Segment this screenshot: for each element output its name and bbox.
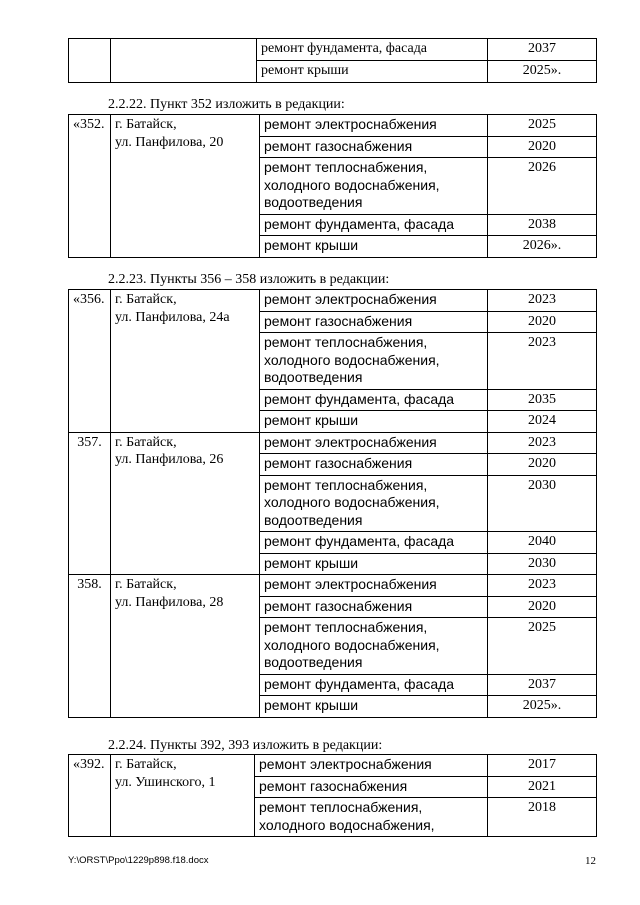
work-line: холодного водоснабжения, <box>264 494 440 510</box>
table-row <box>69 432 597 454</box>
work-line: водоотведения <box>264 369 363 385</box>
work-cell: ремонт крыши <box>260 696 488 718</box>
year-cell: 2025 <box>488 115 597 137</box>
item-number: «392. <box>69 755 111 837</box>
work-line: ремонт теплоснабжения, <box>259 799 423 815</box>
city: г. Батайск, <box>115 757 177 772</box>
work-cell: ремонт фундамента, фасада <box>260 389 488 411</box>
work-cell: ремонт газоснабжения <box>260 311 488 333</box>
year-cell: 2037 <box>488 674 597 696</box>
address-cell <box>111 290 260 433</box>
year-cell: 2030 <box>488 475 597 532</box>
street: ул. Панфилова, 20 <box>115 134 224 150</box>
year-cell: 2025». <box>488 61 597 83</box>
work-cell: ремонт фундамента, фасада <box>260 532 488 554</box>
item-number: 358. <box>69 575 111 718</box>
work-cell <box>260 158 488 215</box>
work-line: ремонт теплоснабжения, <box>264 476 428 493</box>
work-cell: ремонт электроснабжения <box>255 755 488 777</box>
city: г. Батайск, <box>115 117 177 132</box>
work-cell: ремонт крыши <box>257 61 488 83</box>
street: ул. Панфилова, 26 <box>115 452 224 467</box>
work-cell: ремонт крыши <box>260 236 488 258</box>
year-cell: 2025 <box>488 618 597 675</box>
work-line: водоотведения <box>264 654 363 670</box>
table-row <box>69 115 597 137</box>
table-row <box>69 755 597 777</box>
work-line: холодного водоснабжения, <box>264 176 440 193</box>
year-cell: 2023 <box>488 290 597 312</box>
street: ул. Панфилова, 28 <box>115 594 224 610</box>
year-cell: 2017 <box>488 755 597 777</box>
item-number: «352. <box>69 115 111 258</box>
work-line: водоотведения <box>264 194 363 210</box>
year-cell: 2030 <box>488 553 597 575</box>
footer-file-path: Y:\ORST\Ppo\1229p898.f18.docx <box>68 855 209 866</box>
num-cell <box>69 39 111 83</box>
year-cell: 2023 <box>488 432 597 454</box>
work-cell: ремонт электроснабжения <box>260 432 488 454</box>
work-cell: ремонт газоснабжения <box>255 776 488 798</box>
work-cell: ремонт газоснабжения <box>260 596 488 618</box>
page-number: 12 <box>585 855 596 867</box>
year-cell: 2038 <box>488 214 597 236</box>
year-cell: 2023 <box>488 575 597 597</box>
year-cell: 2025». <box>488 696 597 718</box>
work-line: водоотведения <box>264 511 363 528</box>
street: ул. Панфилова, 24а <box>115 309 230 325</box>
year-cell: 2037 <box>488 39 597 61</box>
work-cell: ремонт фундамента, фасада <box>260 214 488 236</box>
work-line: холодного водоснабжения, <box>264 351 440 368</box>
address-cell <box>111 432 260 575</box>
section-heading: 2.2.23. Пункты 356 – 358 изложить в редакции: <box>108 272 390 287</box>
table-row <box>69 39 597 61</box>
work-cell: ремонт фундамента, фасада <box>257 39 488 61</box>
year-cell: 2020 <box>488 454 597 476</box>
section-heading: 2.2.22. Пункт 352 изложить в редакции: <box>108 97 345 112</box>
street: ул. Ушинского, 1 <box>115 774 216 790</box>
work-cell: ремонт электроснабжения <box>260 575 488 597</box>
year-cell: 2040 <box>488 532 597 554</box>
work-cell: ремонт газоснабжения <box>260 454 488 476</box>
work-cell <box>260 333 488 390</box>
item-number: 357. <box>69 432 111 575</box>
city: г. Батайск, <box>115 577 177 592</box>
year-cell: 2021 <box>488 776 597 798</box>
work-cell: ремонт фундамента, фасада <box>260 674 488 696</box>
table-item-392 <box>68 754 597 837</box>
year-cell: 2020 <box>488 136 597 158</box>
year-cell: 2026». <box>488 236 597 258</box>
table-item-352 <box>68 114 597 258</box>
address-cell <box>111 115 260 258</box>
year-cell: 2018 <box>488 798 597 837</box>
year-cell: 2024 <box>488 411 597 433</box>
work-line: ремонт теплоснабжения, <box>264 619 428 635</box>
work-cell <box>255 798 488 837</box>
table-row <box>69 575 597 597</box>
city: г. Батайск, <box>115 434 177 450</box>
work-line: холодного водоснабжения, <box>259 816 435 833</box>
work-cell <box>260 475 488 532</box>
work-cell: ремонт электроснабжения <box>260 290 488 312</box>
work-cell: ремонт крыши <box>260 553 488 575</box>
work-line: ремонт теплоснабжения, <box>264 159 428 175</box>
work-cell: ремонт газоснабжения <box>260 136 488 158</box>
work-line: ремонт теплоснабжения, <box>264 334 428 350</box>
section-heading: 2.2.24. Пункты 392, 393 изложить в редакции: <box>108 738 383 753</box>
table-continuation <box>68 38 597 83</box>
year-cell: 2026 <box>488 158 597 215</box>
work-cell: ремонт крыши <box>260 411 488 433</box>
address-cell <box>111 575 260 718</box>
city: г. Батайск, <box>115 292 177 307</box>
address-cell <box>111 755 255 837</box>
work-line: холодного водоснабжения, <box>264 636 440 653</box>
year-cell: 2020 <box>488 596 597 618</box>
year-cell: 2023 <box>488 333 597 390</box>
year-cell: 2035 <box>488 389 597 411</box>
table-items-356-358 <box>68 289 597 718</box>
table-row <box>69 290 597 312</box>
work-cell: ремонт электроснабжения <box>260 115 488 137</box>
address-cell <box>111 39 257 83</box>
year-cell: 2020 <box>488 311 597 333</box>
work-cell <box>260 618 488 675</box>
item-number: «356. <box>69 290 111 433</box>
